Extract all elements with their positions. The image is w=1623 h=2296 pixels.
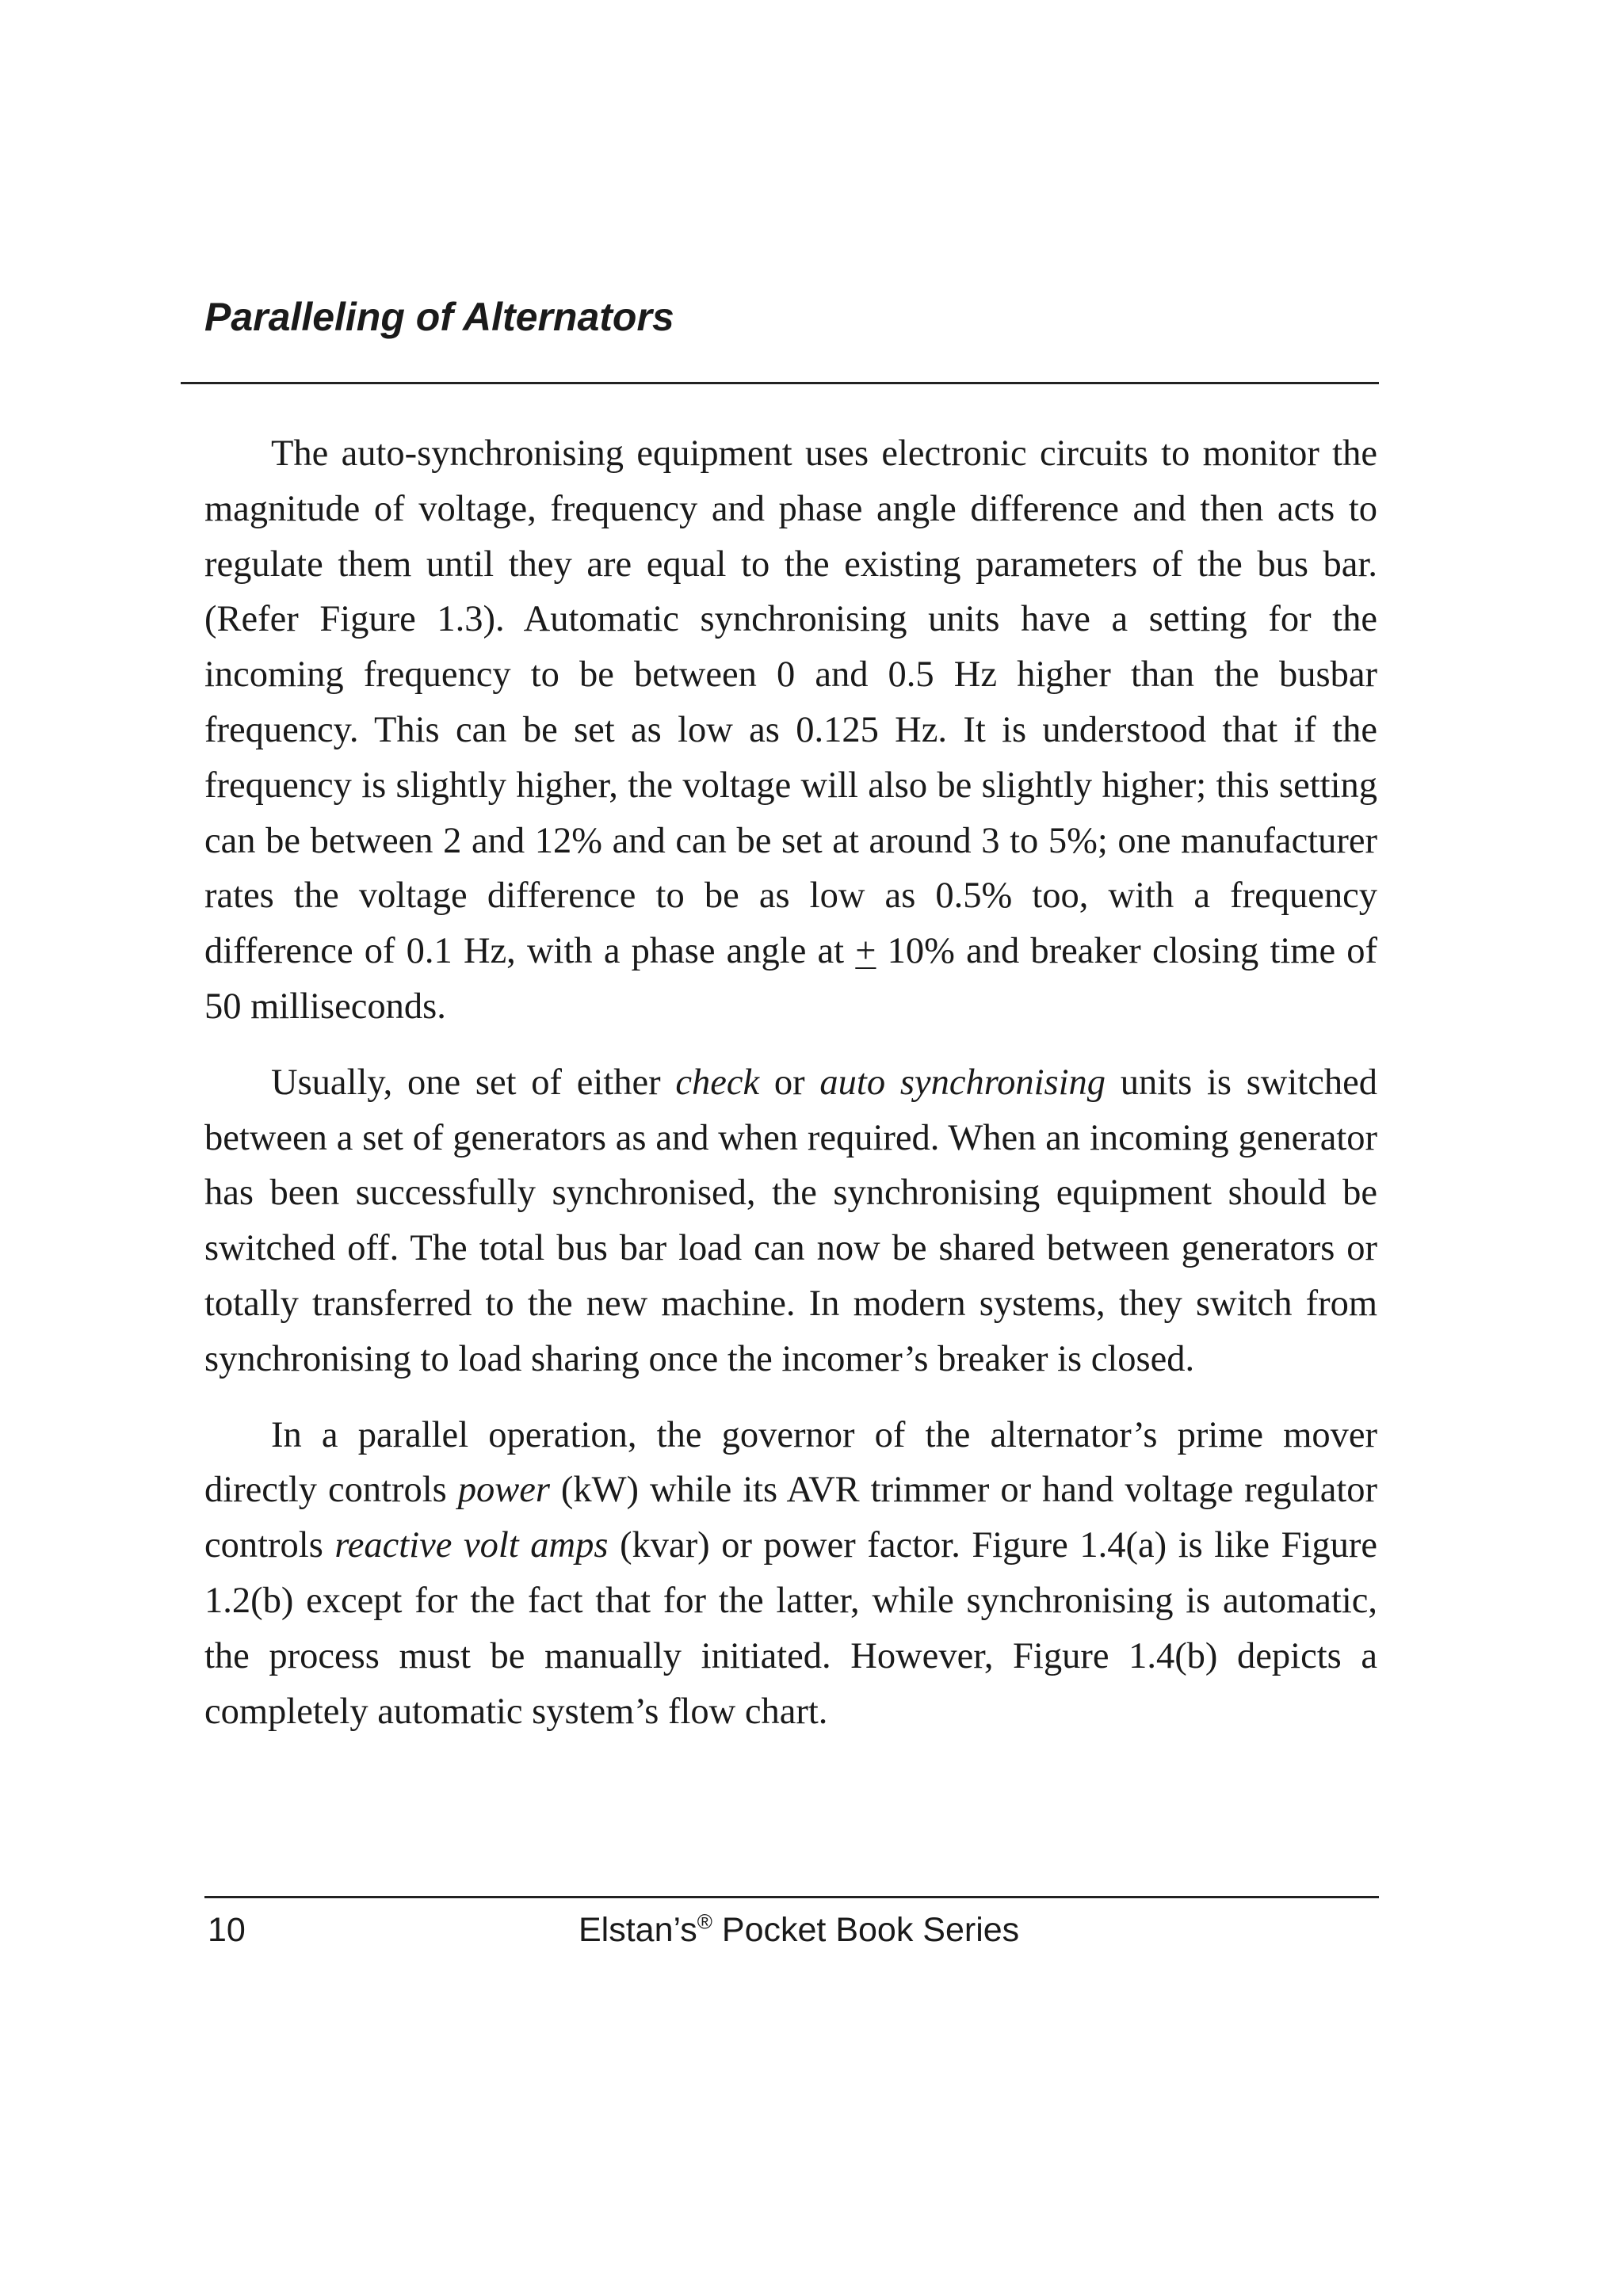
emphasis-reactive-volt-amps: reactive volt amps — [334, 1525, 609, 1566]
plus-minus-symbol: + — [855, 931, 876, 972]
paragraph-3-text-3: (kvar) or power factor. Figure 1.4(a) is like Figure 1.2(b) except for the fact that for the latter, while synchronising is automatic, the process must be manually initiated. However, Figure 1.4(b) depicts a completely automatic system’s flow chart. — [204, 1525, 1378, 1732]
series-name — [579, 1908, 1019, 1952]
paragraph-1-text: The auto-synchronising equipment uses electronic circuits to monitor the magnitude of voltage, frequency and phase angle difference and then acts to regulate them until they are equal to the existing parameters of the bus bar. (Refer Figure 1.3). Automatic synchronising units have a setting for the incoming frequency to be between 0 and 0.5 Hz higher than the busbar frequency. This can be set as low as 0.125 Hz. It is understood that if the frequency is slightly higher, the voltage will also be slightly higher; this setting can be between 2 and 12% and can be set at around 3 to 5%; one manufacturer rates the voltage difference to be as low as 0.5% too, with a frequency difference of 0.1 Hz, with a phase angle at — [204, 433, 1377, 972]
paragraph-2-text-2: or — [759, 1062, 820, 1103]
paragraph-2 — [204, 1055, 1377, 1387]
paragraph-2-text-1: Usually, one set of either — [271, 1062, 676, 1103]
series-brand: Elstan’s — [579, 1911, 697, 1949]
paragraph-2-text-3: units is switched between a set of generators as and when required. When an incoming generator has been successfully synchronised, the synchronising equipment should be switched off. The total bus bar load can now be shared between generators or totally transferred to the new machine. In modern systems, they switch from synchronising to load sharing once the incomer’s breaker is closed. — [204, 1062, 1377, 1379]
emphasis-auto-synchronising: auto synchronising — [819, 1062, 1106, 1103]
paragraph-3-text-2: (kW) while its AVR trimmer or hand voltage regulator controls — [204, 1470, 1377, 1566]
series-rest: Pocket Book Series — [712, 1911, 1020, 1949]
body-text — [204, 426, 1377, 1739]
paragraph-1-text-end: 10% and breaker closing time of 50 milliseconds. — [204, 931, 1378, 1027]
footer-divider — [204, 1896, 1379, 1898]
section-title: Paralleling of Alternators — [204, 295, 674, 339]
page-number: 10 — [208, 1911, 246, 1949]
emphasis-check: check — [675, 1062, 760, 1103]
paragraph-3-text-1: In a parallel operation, the governor of the alternator’s prime mover directly controls — [204, 1414, 1377, 1511]
paragraph-1 — [204, 426, 1377, 1035]
registered-mark: ® — [697, 1909, 712, 1934]
header-divider — [181, 382, 1379, 384]
paragraph-3 — [204, 1408, 1377, 1740]
emphasis-power: power — [457, 1470, 550, 1511]
